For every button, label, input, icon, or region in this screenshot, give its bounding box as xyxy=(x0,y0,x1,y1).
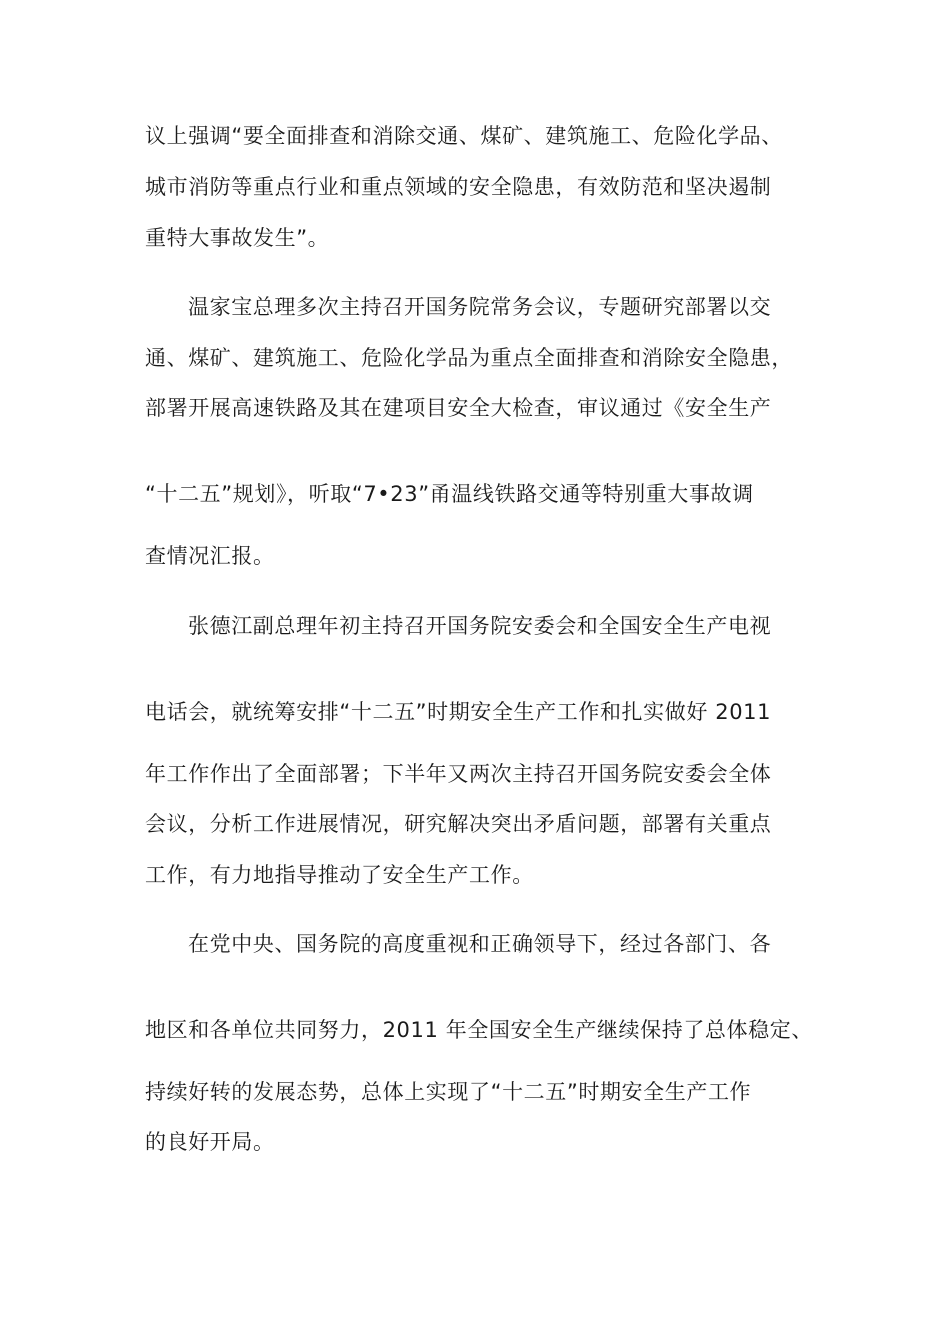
text-line: 电话会，就统筹安排“十二五”时期安全生产工作和扎实做好 2011 xyxy=(145,700,772,724)
text-line: 重特大事故发生”。 xyxy=(145,226,330,250)
text-line: 年工作作出了全面部署；下半年又两次主持召开国务院安委会全体 xyxy=(145,762,772,786)
text-line: 温家宝总理多次主持召开国务院常务会议，专题研究部署以交 xyxy=(188,295,772,319)
text-line: “十二五”规划》，听取“7•23”甬温线铁路交通等特别重大事故调 xyxy=(145,482,754,506)
text-line: 持续好转的发展态势，总体上实现了“十二五”时期安全生产工作 xyxy=(145,1080,752,1104)
text-line: 在党中央、国务院的高度重视和正确领导下，经过各部门、各 xyxy=(188,932,772,956)
text-line: 查情况汇报。 xyxy=(145,544,275,568)
text-line: 的良好开局。 xyxy=(145,1130,275,1154)
text-line: 议上强调“要全面排查和消除交通、煤矿、建筑施工、危险化学品、 xyxy=(145,124,783,148)
text-line: 地区和各单位共同努力，2011 年全国安全生产继续保持了总体稳定、 xyxy=(145,1018,813,1042)
text-line: 张德江副总理年初主持召开国务院安委会和全国安全生产电视 xyxy=(188,614,772,638)
text-line: 工作，有力地指导推动了安全生产工作。 xyxy=(145,863,534,887)
text-line: 通、煤矿、建筑施工、危险化学品为重点全面排查和消除安全隐患， xyxy=(145,346,793,370)
text-line: 部署开展高速铁路及其在建项目安全大检查，审议通过《安全生产 xyxy=(145,396,772,420)
text-line: 城市消防等重点行业和重点领域的安全隐患，有效防范和坚决遏制 xyxy=(145,175,772,199)
text-line: 会议，分析工作进展情况，研究解决突出矛盾问题，部署有关重点 xyxy=(145,812,772,836)
